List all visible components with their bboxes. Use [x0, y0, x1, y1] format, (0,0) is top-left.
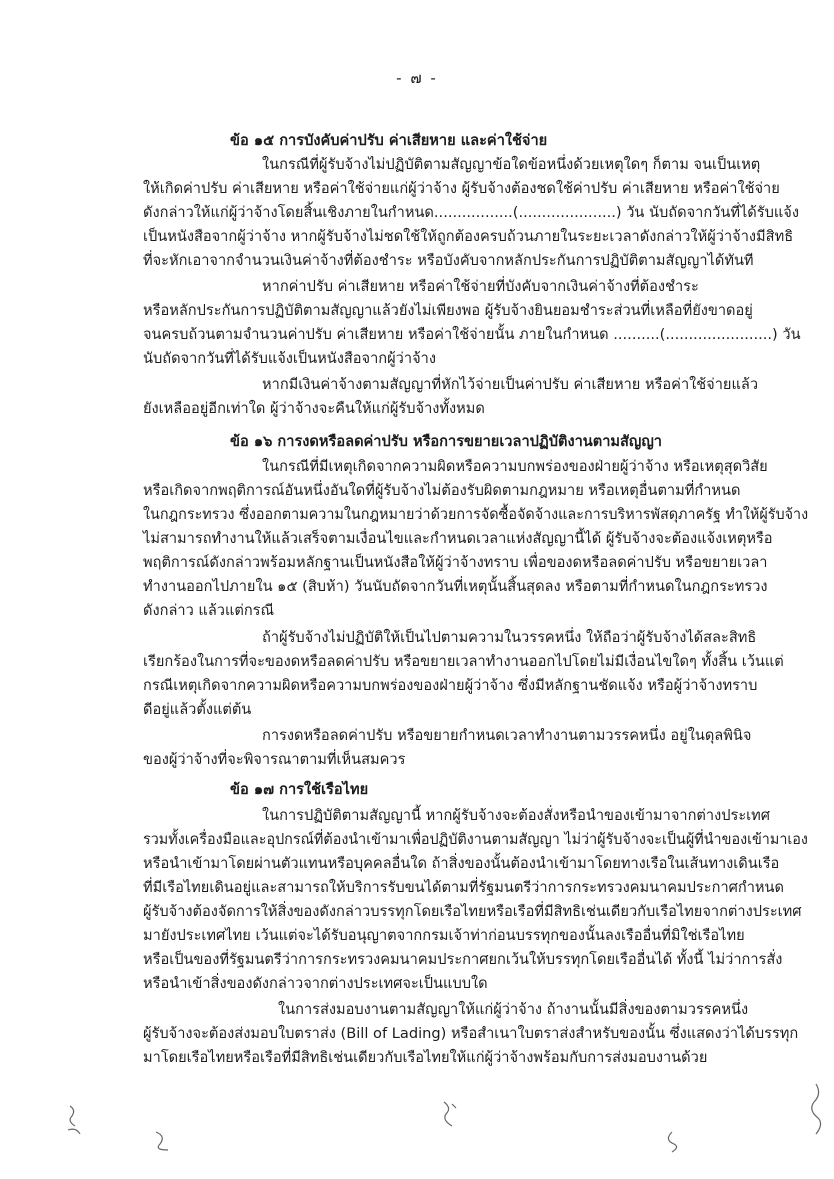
paragraph-line: หรือนำเข้ามาโดยผ่านตัวแทนหรือบุคคลอื่นใด ถ้าสิ่งของนั้นต้องนำเข้ามาโดยทางเรือในเส้นทางเดินเรือ: [143, 855, 780, 872]
paragraph-line: หรือหลักประกันการปฏิบัติตามสัญญาแล้วยังไม่เพียงพอ ผู้รับจ้างยินยอมชำระส่วนที่เหลือที่ยังขาดอยู่: [143, 302, 753, 319]
initial-mark: [660, 1128, 684, 1154]
paragraph-line: เป็นหนังสือจากผู้ว่าจ้าง หากผู้รับจ้างไม่ชดใช้ให้ถูกต้องครบถ้วนภายในระยะเวลาดังกล่าวให้ผู้ว่าจ้างมีสิทธิ: [143, 228, 794, 245]
paragraph-line: ของผู้ว่าจ้างที่จะพิจารณาตามที่เห็นสมควร: [143, 751, 406, 768]
paragraph-line: ไม่สามารถทำงานให้แล้วเสร็จตามเงื่อนไขและกำหนดเวลาแห่งสัญญานี้ได้ ผู้รับจ้างจะต้องแจ้งเหตุหรือ: [143, 530, 773, 547]
paragraph-line: หากมีเงินค่าจ้างตามสัญญาที่หักไว้จ่ายเป็นค่าปรับ ค่าเสียหาย หรือค่าใช้จ่ายแล้ว: [262, 376, 759, 393]
paragraph-line: หรือเป็นของที่รัฐมนตรีว่าการกระทรวงคมนาคมประกาศยกเว้นให้บรรทุกโดยเรืออื่นได้ ทั้งนี้ ไม่ว่าการสั่ง: [143, 951, 783, 968]
paragraph-line: ที่มีเรือไทยเดินอยู่และสามารถให้บริการรับขนได้ตามที่รัฐมนตรีว่าการกระทรวงคมนาคมประกาศกำหนด: [143, 879, 785, 896]
paragraph-line: ในการส่งมอบงานตามสัญญาให้แก่ผู้ว่าจ้าง ถ้างานนั้นมีสิ่งของตามวรรคหนึ่ง: [278, 1001, 749, 1018]
paragraph-line: ทำงานออกไปภายใน ๑๕ (สิบห้า) วันนับถัดจากวันที่เหตุนั้นสิ้นสุดลง หรือตามที่กำหนดในกฎกระทรวง: [143, 578, 768, 595]
initial-mark: [60, 1100, 90, 1140]
initial-mark: [436, 1098, 466, 1132]
paragraph-line: ผู้รับจ้างจะต้องส่งมอบใบตราส่ง (Bill of Lading) หรือสำเนาใบตราส่งสำหรับของนั้น ซึ่งแสดงว่าได้บรรทุก: [143, 1025, 799, 1042]
paragraph-line: หากค่าปรับ ค่าเสียหาย หรือค่าใช้จ่ายที่บังคับจากเงินค่าจ้างที่ต้องชำระ: [262, 278, 699, 295]
paragraph-line: ในกรณีที่มีเหตุเกิดจากความผิดหรือความบกพร่องของฝ่ายผู้ว่าจ้าง หรือเหตุสุดวิสัย: [262, 458, 768, 475]
section-16-heading: ข้อ ๑๖ การงดหรือลดค่าปรับ หรือการขยายเวลาปฏิบัติงานตามสัญญา: [230, 433, 662, 450]
paragraph-line: นับถัดจากวันที่ได้รับแจ้งเป็นหนังสือจากผู้ว่าจ้าง: [143, 350, 436, 367]
paragraph-line: หรือนำเข้าสิ่งของดังกล่าวจากต่างประเทศจะเป็นแบบใด: [143, 975, 488, 992]
paragraph-line: ในกรณีที่ผู้รับจ้างไม่ปฏิบัติตามสัญญาข้อใดข้อหนึ่งด้วยเหตุใดๆ ก็ตาม จนเป็นเหตุ: [262, 156, 761, 173]
paragraph-line: ดังกล่าวให้แก่ผู้ว่าจ้างโดยสิ้นเชิงภายในกำหนด.................(.....................) วัน นับถัดจากวันที่ได้รับแจ้ง: [143, 204, 799, 221]
paragraph-line: มาโดยเรือไทยหรือเรือที่มีสิทธิเช่นเดียวกับเรือไทยให้แก่ผู้ว่าจ้างพร้อมกับการส่งมอบงานด้วย: [143, 1049, 708, 1066]
paragraph-line: จนครบถ้วนตามจำนวนค่าปรับ ค่าเสียหาย หรือค่าใช้จ่ายนั้น ภายในกำหนด ..........(.......................) วัน: [143, 326, 801, 343]
paragraph-line: เรียกร้องในการที่จะของดหรือลดค่าปรับ หรือขยายเวลาทำงานออกไปโดยไม่มีเงื่อนไขใดๆ ทั้งสิ้น เว้นแต่: [143, 653, 784, 670]
paragraph-line: ให้เกิดค่าปรับ ค่าเสียหาย หรือค่าใช้จ่ายแก่ผู้ว่าจ้าง ผู้รับจ้างต้องชดใช้ค่าปรับ ค่าเสียหาย หรือค่าใช้จ่าย: [143, 180, 780, 197]
paragraph-line: ดีอยู่แล้วตั้งแต่ต้น: [143, 701, 252, 718]
paragraph-line: ยังเหลืออยู่อีกเท่าใด ผู้ว่าจ้างจะคืนให้แก่ผู้รับจ้างทั้งหมด: [143, 400, 485, 417]
paragraph-line: ผู้รับจ้างต้องจัดการให้สิ่งของดังกล่าวบรรทุกโดยเรือไทยหรือเรือที่มีสิทธิเช่นเดียวกับเรือไทยจากต่างประเทศ: [143, 903, 802, 920]
paragraph-line: ที่จะหักเอาจากจำนวนเงินค่าจ้างที่ต้องชำระ หรือบังคับจากหลักประกันการปฏิบัติตามสัญญาได้ทันที: [143, 252, 754, 269]
paragraph-line: กรณีเหตุเกิดจากความผิดหรือความบกพร่องของฝ่ายผู้ว่าจ้าง ซึ่งมีหลักฐานชัดแจ้ง หรือผู้ว่าจ้างทราบ: [143, 677, 758, 694]
paragraph-line: รวมทั้งเครื่องมือและอุปกรณ์ที่ต้องนำเข้ามาเพื่อปฏิบัติงานตามสัญญา ไม่ว่าผู้รับจ้างจะเป็นผู้ที่นำของเข้ามาเอง: [143, 831, 808, 848]
paragraph-line: ในการปฏิบัติตามสัญญานี้ หากผู้รับจ้างจะต้องสั่งหรือนำของเข้ามาจากต่างประเทศ: [262, 807, 771, 824]
section-15-heading: ข้อ ๑๕ การบังคับค่าปรับ ค่าเสียหาย และค่าใช้จ่าย: [230, 132, 548, 149]
paragraph-line: พฤติการณ์ดังกล่าวพร้อมหลักฐานเป็นหนังสือให้ผู้ว่าจ้างทราบ เพื่อของดหรือลดค่าปรับ หรือขยายเวลา: [143, 554, 768, 571]
initial-mark: [804, 1080, 830, 1140]
paragraph-line: การงดหรือลดค่าปรับ หรือขยายกำหนดเวลาทำงานตามวรรคหนึ่ง อยู่ในดุลพินิจ: [262, 727, 752, 744]
paragraph-line: ดังกล่าว แล้วแต่กรณี: [143, 602, 275, 619]
paragraph-line: ในกฎกระทรวง ซึ่งออกตามความในกฎหมายว่าด้วยการจัดซื้อจัดจ้างและการบริหารพัสดุภาครัฐ ทำให้ผู้รับจ้าง: [143, 506, 809, 523]
initial-mark: [150, 1128, 174, 1154]
paragraph-line: มายังประเทศไทย เว้นแต่จะได้รับอนุญาตจากกรมเจ้าท่าก่อนบรรทุกของนั้นลงเรืออื่นที่มิใช่เรือไทย: [143, 927, 745, 944]
paragraph-line: ถ้าผู้รับจ้างไม่ปฏิบัติให้เป็นไปตามความในวรรคหนึ่ง ให้ถือว่าผู้รับจ้างได้สละสิทธิ: [262, 629, 757, 646]
page-number: - ๗ -: [396, 69, 438, 87]
paragraph-line: หรือเกิดจากพฤติการณ์อันหนึ่งอันใดที่ผู้รับจ้างไม่ต้องรับผิดตามกฎหมาย หรือเหตุอื่นตามที่กำหนด: [143, 482, 741, 499]
section-17-heading: ข้อ ๑๗ การใช้เรือไทย: [230, 781, 369, 798]
